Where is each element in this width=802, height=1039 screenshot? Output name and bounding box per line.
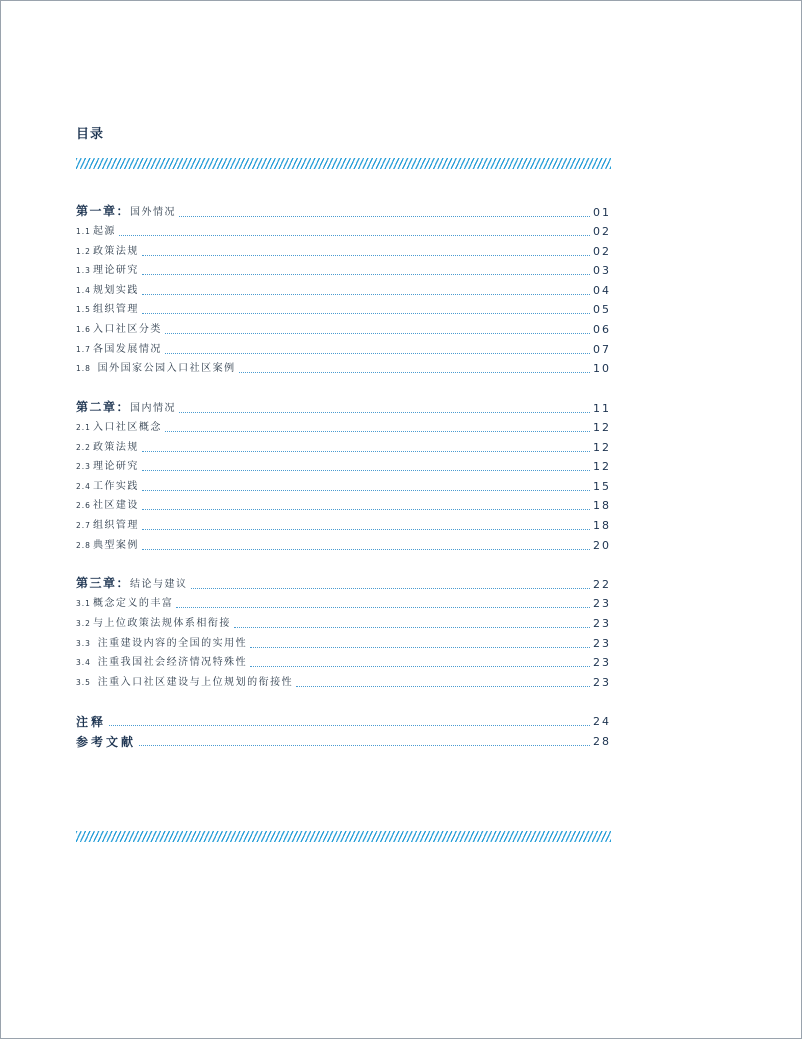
chapter-prefix: 第二章： <box>76 400 131 414</box>
dot-leader <box>142 312 590 314</box>
section-number: 3.5 <box>76 678 91 687</box>
dot-leader <box>179 215 590 217</box>
dot-leader <box>142 450 590 452</box>
section-title: 注重我国社会经济情况特殊性 <box>92 657 248 668</box>
section-title: 注重入口社区建设与上位规划的衔接性 <box>92 677 294 688</box>
page-number: 11 <box>593 402 611 415</box>
dot-leader <box>142 254 590 256</box>
toc-section-1-8[interactable] <box>76 358 611 376</box>
page-number: 23 <box>593 656 611 669</box>
section-number: 1.1 <box>76 227 91 236</box>
section-title: 组织管理 <box>92 520 139 531</box>
toc-title: 目录 <box>76 127 105 142</box>
section-title: 入口社区分类 <box>92 324 162 335</box>
section-number: 2.4 <box>76 482 91 491</box>
toc-section-1-1[interactable] <box>76 221 611 239</box>
page-number: 23 <box>593 597 611 610</box>
section-title: 政策法规 <box>92 246 139 257</box>
page-number: 23 <box>593 617 611 630</box>
dot-leader <box>119 234 590 236</box>
dot-leader <box>142 273 590 275</box>
toc-section-2-7[interactable] <box>76 515 611 533</box>
toc-chapter-1[interactable] <box>76 202 611 220</box>
section-number: 1.2 <box>76 247 91 256</box>
dot-leader <box>142 528 590 530</box>
page-number: 20 <box>593 539 611 552</box>
dot-leader <box>176 606 590 608</box>
section-number: 2.1 <box>76 423 91 432</box>
section-number: 2.3 <box>76 462 91 471</box>
page-number: 18 <box>593 499 611 512</box>
page-number: 04 <box>593 284 611 297</box>
section-title: 与上位政策法规体系相衔接 <box>92 618 231 629</box>
page-number: 06 <box>593 323 611 336</box>
section-number: 2.8 <box>76 541 91 550</box>
toc-references[interactable] <box>76 731 611 749</box>
page-number: 03 <box>593 264 611 277</box>
top-hatch-divider <box>76 158 611 169</box>
section-title: 工作实践 <box>92 481 139 492</box>
section-number: 2.2 <box>76 443 91 452</box>
toc-section-2-1[interactable] <box>76 417 611 435</box>
section-number: 1.5 <box>76 305 91 314</box>
page-number: 22 <box>593 578 611 591</box>
toc-section-1-3[interactable] <box>76 260 611 278</box>
toc-section-2-8[interactable] <box>76 535 611 553</box>
toc-section-1-7[interactable] <box>76 339 611 357</box>
page-number: 01 <box>593 206 611 219</box>
page-number: 05 <box>593 303 611 316</box>
page-number: 28 <box>593 735 611 748</box>
section-title: 规划实践 <box>92 285 139 296</box>
page-number: 15 <box>593 480 611 493</box>
toc-section-3-4[interactable] <box>76 652 611 670</box>
page-number: 02 <box>593 225 611 238</box>
toc-section-2-2[interactable] <box>76 437 611 455</box>
page-number: 23 <box>593 676 611 689</box>
dot-leader <box>109 724 590 726</box>
toc-section-1-2[interactable] <box>76 241 611 259</box>
page-number: 18 <box>593 519 611 532</box>
toc-section-1-5[interactable] <box>76 299 611 317</box>
dot-leader <box>165 332 590 334</box>
page-number: 07 <box>593 343 611 356</box>
dot-leader <box>165 352 590 354</box>
toc-section-2-3[interactable] <box>76 456 611 474</box>
chapter-title: 国外情况 <box>130 207 177 218</box>
chapter-title: 国内情况 <box>130 403 177 414</box>
section-title: 入口社区概念 <box>92 422 162 433</box>
section-title: 组织管理 <box>92 304 139 315</box>
toc-section-3-2[interactable] <box>76 613 611 631</box>
page-number: 12 <box>593 421 611 434</box>
dot-leader <box>234 626 590 628</box>
dot-leader <box>179 411 590 413</box>
dot-leader <box>191 587 590 589</box>
toc-notes[interactable] <box>76 711 611 729</box>
toc-section-3-3[interactable] <box>76 633 611 651</box>
dot-leader <box>142 489 590 491</box>
dot-leader <box>250 646 590 648</box>
dot-leader <box>239 371 590 373</box>
section-title: 政策法规 <box>92 442 139 453</box>
section-number: 2.6 <box>76 501 91 510</box>
section-title: 概念定义的丰富 <box>92 598 174 609</box>
notes-title: 注释 <box>76 715 107 729</box>
toc-section-2-4[interactable] <box>76 476 611 494</box>
section-number: 3.3 <box>76 639 91 648</box>
dot-leader <box>142 508 590 510</box>
section-number: 1.8 <box>76 364 91 373</box>
page-number: 12 <box>593 441 611 454</box>
dot-leader <box>139 744 590 746</box>
page-number: 12 <box>593 460 611 473</box>
section-number: 2.7 <box>76 521 91 530</box>
dot-leader <box>142 469 590 471</box>
section-number: 1.4 <box>76 286 91 295</box>
section-number: 3.4 <box>76 658 91 667</box>
chapter-title: 结论与建议 <box>130 579 188 590</box>
toc-section-1-6[interactable] <box>76 319 611 337</box>
section-title: 典型案例 <box>92 540 139 551</box>
chapter-prefix: 第一章： <box>76 204 131 218</box>
section-number: 1.6 <box>76 325 91 334</box>
section-title: 注重建设内容的全国的实用性 <box>92 638 248 649</box>
toc-section-1-4[interactable] <box>76 280 611 298</box>
section-title: 各国发展情况 <box>92 344 162 355</box>
chapter-prefix: 第三章： <box>76 576 131 590</box>
section-number: 1.7 <box>76 345 91 354</box>
page-number: 10 <box>593 362 611 375</box>
section-title: 理论研究 <box>92 461 139 472</box>
section-number: 3.1 <box>76 599 91 608</box>
page-number: 24 <box>593 715 611 728</box>
toc-chapter-3[interactable] <box>76 574 611 592</box>
page-number: 02 <box>593 245 611 258</box>
dot-leader <box>296 685 590 687</box>
page-number: 23 <box>593 637 611 650</box>
toc-chapter-2[interactable] <box>76 398 611 416</box>
section-number: 1.3 <box>76 266 91 275</box>
dot-leader <box>142 293 590 295</box>
toc-section-3-1[interactable] <box>76 593 611 611</box>
dot-leader <box>165 430 590 432</box>
toc-section-2-6[interactable] <box>76 495 611 513</box>
section-title: 国外国家公园入口社区案例 <box>92 363 236 374</box>
toc-section-3-5[interactable] <box>76 672 611 690</box>
bottom-hatch-divider <box>76 831 611 842</box>
section-title: 理论研究 <box>92 265 139 276</box>
references-title: 参考文献 <box>76 735 137 749</box>
dot-leader <box>142 548 590 550</box>
section-number: 3.2 <box>76 619 91 628</box>
section-title: 起源 <box>92 226 116 237</box>
dot-leader <box>250 665 590 667</box>
section-title: 社区建设 <box>92 500 139 511</box>
